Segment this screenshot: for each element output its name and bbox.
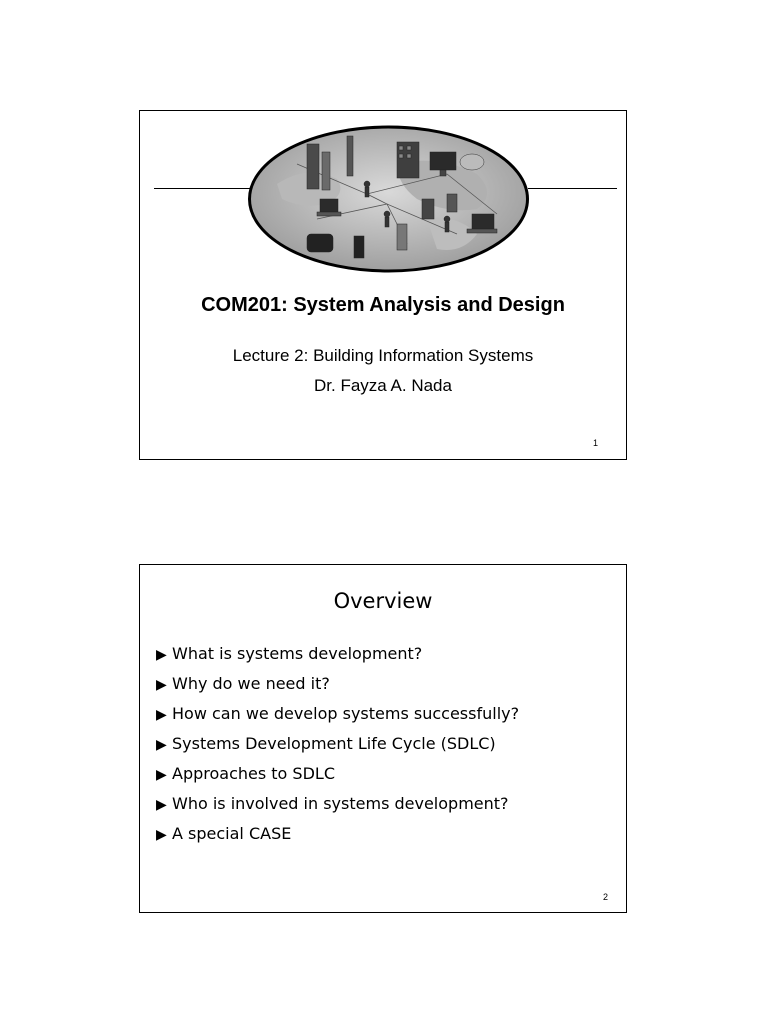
title-rule-left: [154, 188, 250, 189]
list-item: ▶ What is systems development?: [156, 643, 519, 673]
triangle-bullet-icon: ▶: [156, 737, 167, 753]
slide-number: 1: [592, 438, 598, 448]
lecturer-name: Dr. Fayza A. Nada: [314, 376, 452, 395]
slide-title: COM201: System Analysis and Design: [201, 294, 565, 316]
triangle-bullet-icon: ▶: [156, 677, 167, 693]
triangle-bullet-icon: ▶: [156, 767, 167, 783]
triangle-bullet-icon: ▶: [156, 827, 167, 843]
triangle-bullet-icon: ▶: [156, 707, 167, 723]
list-item: ▶ How can we develop systems successfully?: [156, 703, 519, 733]
slide-2: [139, 564, 627, 913]
slide-1: [139, 110, 627, 460]
title-rule-right: [528, 188, 617, 189]
slide-title: Overview: [333, 589, 433, 613]
triangle-bullet-icon: ▶: [156, 647, 167, 663]
slide-number: 2: [602, 892, 608, 902]
list-item: ▶ Why do we need it?: [156, 673, 519, 703]
triangle-bullet-icon: ▶: [156, 797, 167, 813]
list-item: ▶ Who is involved in systems development?: [156, 793, 519, 823]
bullet-list: [156, 643, 519, 853]
network-devices-ellipse-icon: [247, 124, 530, 274]
list-item: ▶ A special CASE: [156, 823, 519, 853]
list-item: ▶ Systems Development Life Cycle (SDLC): [156, 733, 519, 763]
lecture-subtitle: Lecture 2: Building Information Systems: [232, 346, 534, 365]
list-item: ▶ Approaches to SDLC: [156, 763, 519, 793]
